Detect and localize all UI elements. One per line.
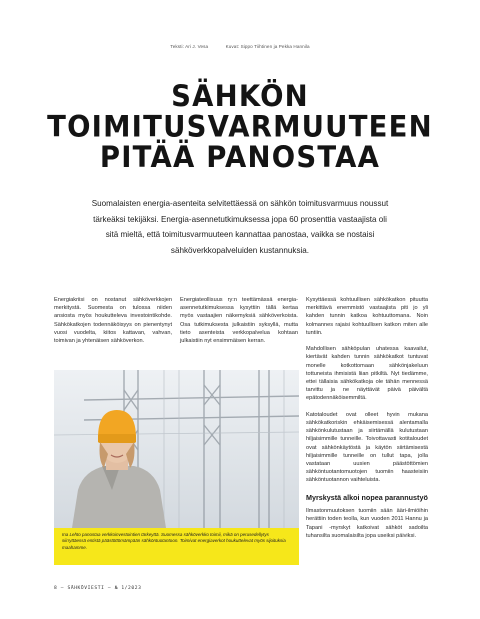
photo-credit: Kuvat: Sippo Tiihtinen ja Pekka Hannila (225, 44, 310, 49)
article-headline (0, 81, 480, 173)
body-paragraph: Katotaloudet ovat olleet hyvin mukana sähkökatkoriskin ehkäisemisessä alentamalla sähkönkulutustaan ja siirtämällä kulutustaan hiljaisimmille tunneille. Toivottavasti kotitaloudet ovat sähkönkäytöstä ja käytön siirtämisestä hiljaisimmille tunneille on tullut tapa, jolla vastataan uusien päästöttömien sähköntuotantomuotojen tuomiin haasteisiin sähköntuotannon vaihteluista. (306, 411, 428, 484)
headline-line-3: PITÄÄ PANOSTAA (99, 140, 381, 175)
body-paragraph: Mahdollisen sähköpulan uhatessa kaavailut, kiertävät kahden tunnin sähkökatkot tuntuvat monelle kotkottomaan sähkönjakeluun tottuneista ihmisistä liian pitkiltä. Nyt tiedämme, ettei tällaisia sähkökatkoja ole tähän mennessä tarvittu ja ne näyttävät päivä päivältä epätodennäköisemmiltä. (306, 346, 428, 402)
substation-portrait-image (54, 370, 299, 528)
body-column-1 (54, 296, 172, 353)
body-paragraph: Energiakriisi on nostanut sähköverkkojen merkitystä. Suomesta on tulossa niiden ansiosta myös houkutteleva investointikohde. Sähkökatkojen todennäköisyys on pienentynyt vuosi vuodelta, kiitos kattavan, vahvan, toimivan ja yhtenäisen sähköverkon. (54, 297, 172, 345)
caption-text: Ina Lehto panostaa verkkoinvestointien tärkeyttä. Suomessa sähköverkko toimii, mikä on perusedellytys siirryttäessä entistä päästöttömämpään sähköntuotantoon. Toimivat energiaverkot houkuttelevat myös sijoituksia maahamme. (62, 532, 286, 550)
photo-caption (54, 528, 299, 565)
body-column-3 (306, 296, 428, 548)
body-paragraph: Ilmastonmuutoksen tuomiin sään ääri-ilmiöihin herättiin toden teolla, kun vuoden 2011 Hannu ja Tapani -myrskyt katkoivat sähköt sadoilta tuhansilta suomalaisilta jopa useiksi päiviksi. (306, 508, 428, 539)
article-photo (54, 370, 299, 528)
section-subheading: Myrskystä alkoi nopea parannustyö (306, 492, 428, 502)
headline-line-2: TOIMITUSVARMUUTEEN (47, 110, 433, 144)
credits-line (0, 44, 480, 49)
page-folio: 8 – SÄHKÖVIESTI – № 1/2023 (54, 586, 142, 591)
headline-line-1: SÄHKÖN (171, 79, 309, 114)
body-paragraph: Kysyttäessä kohtuullisen sähkökatkon pituutta merkittävä enemmistö vastaajista piti jo yli kahden tunnin katkoa kohtuuttomana. Noin kolmannes rajaisi kohtuullisen katkon miten alle tuntiin. (306, 297, 428, 336)
body-paragraph: Energiateollisuus ry:n teettämässä energia-asennetutkimuksessa kysyttiin tällä kertaa myös vastaajien näkemyksiä sähköverkoista. Osa tutkimuksesta julkaistiin syksyllä, mutta tieto asenteista verkkopalvelua kohtaan julkaistiin nyt ensimmäisen kerran. (180, 297, 298, 345)
text-credit: Teksti: Ari J. Vesa (170, 44, 209, 49)
lead-paragraph: Suomalaisten energia-asenteita selvitettäessä on sähkön toimitusvarmuus noussut tärkeäksi tekijäksi. Energia-asennetutkimuksessa jopa 60 prosenttia vastaajista oli sitä mieltä, että toimitusvarmuuteen kannattaa panostaa, vaikka se nostaisi sähköverkkopalveluiden kustannuksia. (91, 199, 389, 255)
body-column-2 (180, 296, 298, 353)
